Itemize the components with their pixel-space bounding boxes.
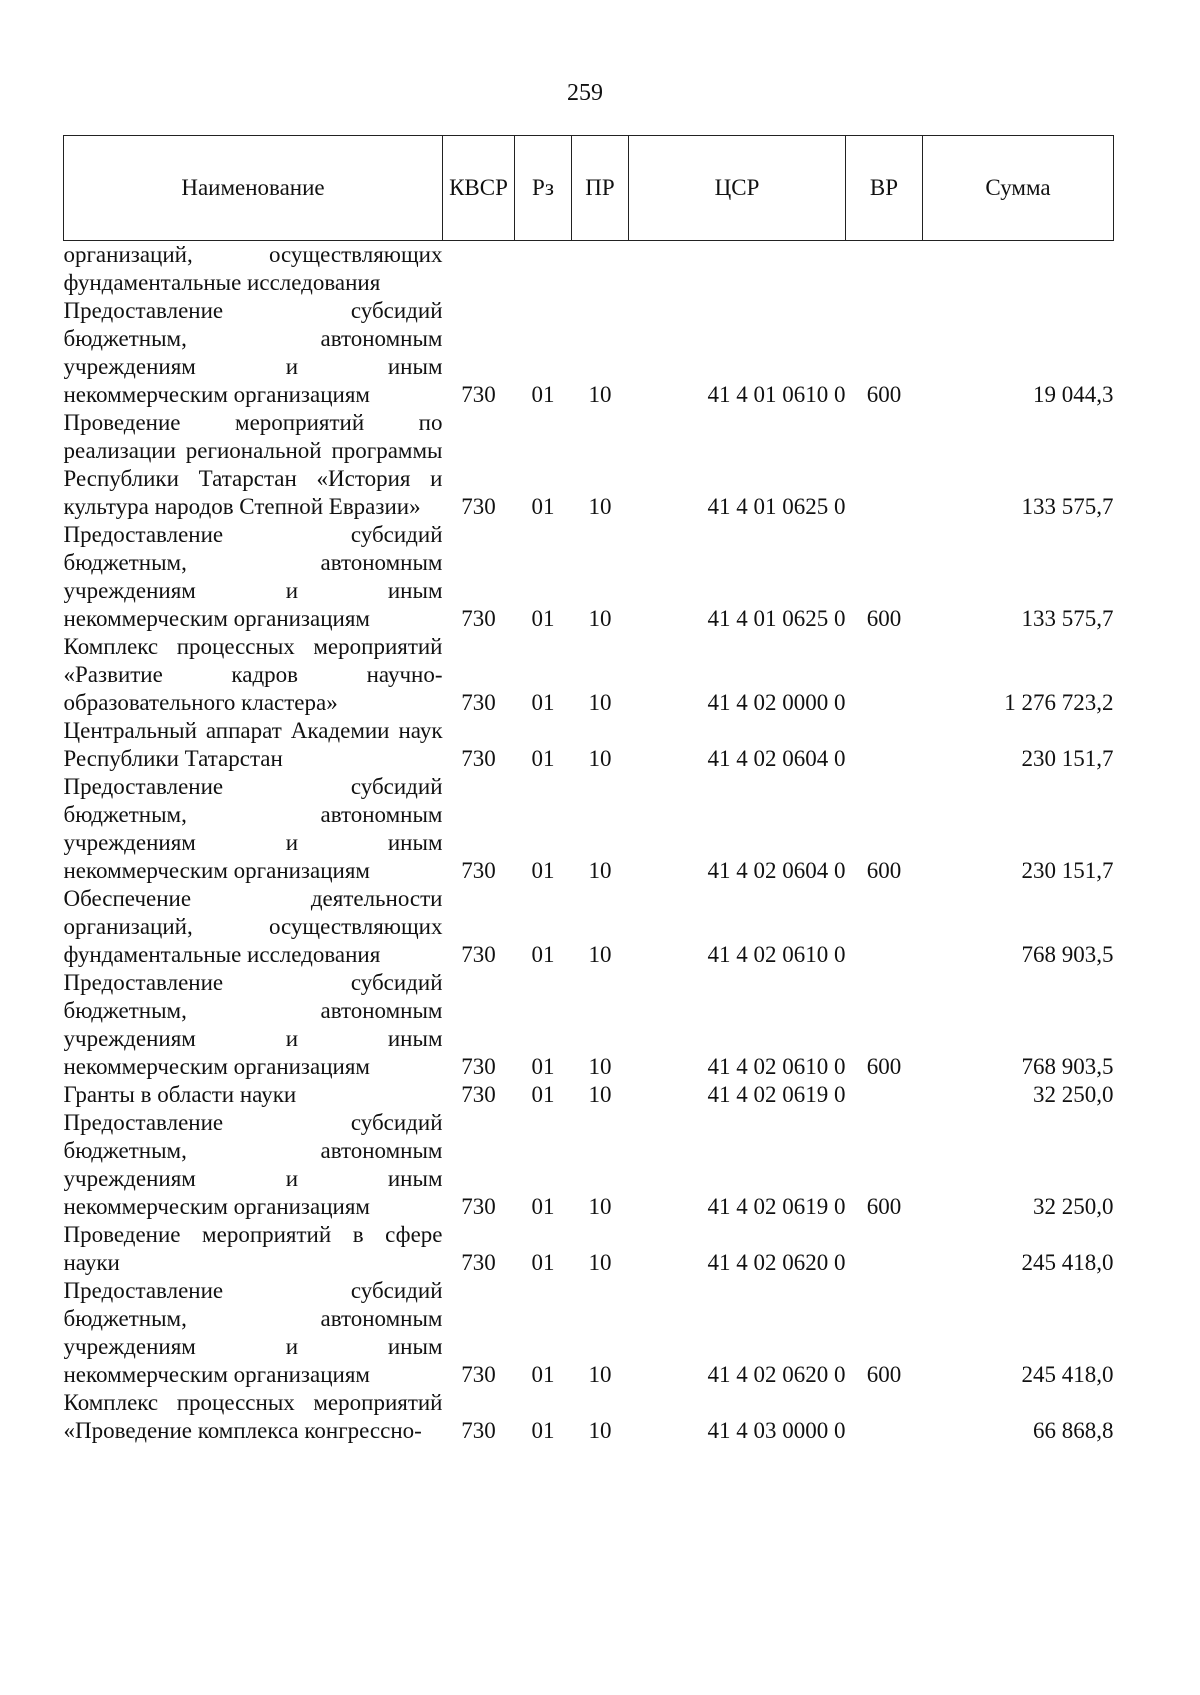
table-row <box>64 717 1114 773</box>
cell-vr: 600 <box>866 1054 902 1079</box>
cell-rz: 01 <box>531 1418 555 1443</box>
cell-name: Предоставление субсидий бюджетным, автономным учреждениям и иным некоммерческим организациям <box>63 1278 443 1387</box>
table-row <box>64 1389 1114 1445</box>
cell-pr: 10 <box>588 494 612 519</box>
cell-name: Предоставление субсидий бюджетным, автономным учреждениям и иным некоммерческим организациям <box>63 1110 443 1219</box>
cell-pr: 10 <box>588 1362 612 1387</box>
cell-csr: 41 4 02 0610 0 <box>707 1054 846 1079</box>
cell-kvsr: 730 <box>461 942 496 967</box>
cell-sum: 245 418,0 <box>1021 1362 1114 1387</box>
table-row <box>64 773 1114 885</box>
cell-kvsr: 730 <box>461 746 496 771</box>
cell-name: Проведение мероприятий по реализации региональной программы Республики Татарстан «История и культура народов Степной Евразии» <box>63 410 443 519</box>
table-row <box>64 1081 1114 1109</box>
cell-sum: 245 418,0 <box>1021 1250 1114 1275</box>
table-row <box>64 1277 1114 1389</box>
cell-vr <box>846 885 923 969</box>
cell-name: Проведение мероприятий в сфере науки <box>63 1222 443 1275</box>
cell-vr: 600 <box>866 858 902 883</box>
cell-name: Обеспечение деятельности организаций, осуществляющих фундаментальные исследования <box>63 886 443 967</box>
cell-sum: 19 044,3 <box>1033 382 1114 407</box>
cell-vr <box>846 633 923 717</box>
cell-vr <box>846 1081 923 1109</box>
table-row <box>64 1109 1114 1221</box>
cell-kvsr: 730 <box>461 382 496 407</box>
cell-sum: 230 151,7 <box>1021 858 1114 883</box>
cell-kvsr: 730 <box>461 1054 496 1079</box>
table-row <box>64 633 1114 717</box>
cell-csr: 41 4 03 0000 0 <box>707 1418 846 1443</box>
cell-pr: 10 <box>588 690 612 715</box>
cell-vr: 600 <box>866 606 902 631</box>
cell-csr: 41 4 02 0604 0 <box>707 858 846 883</box>
cell-rz <box>515 241 572 298</box>
page-number: 259 <box>567 80 603 106</box>
header-pr: ПР <box>572 136 629 241</box>
cell-csr: 41 4 02 0620 0 <box>707 1362 846 1387</box>
header-csr: ЦСР <box>629 136 846 241</box>
cell-kvsr: 730 <box>461 606 496 631</box>
header-rz: Рз <box>515 136 572 241</box>
cell-kvsr: 730 <box>461 1194 496 1219</box>
cell-sum: 1 276 723,2 <box>1004 690 1114 715</box>
cell-name: организаций, осуществляющих фундаментальные исследования <box>63 242 443 295</box>
cell-rz: 01 <box>531 382 555 407</box>
table-row <box>64 521 1114 633</box>
cell-rz: 01 <box>531 1362 555 1387</box>
cell-csr: 41 4 02 0000 0 <box>707 690 846 715</box>
cell-sum <box>923 241 1114 298</box>
cell-name: Комплекс процессных мероприятий «Развитие кадров научно-образовательного кластера» <box>63 634 443 715</box>
cell-name: Центральный аппарат Академии наук Республики Татарстан <box>63 718 443 771</box>
cell-name: Предоставление субсидий бюджетным, автономным учреждениям и иным некоммерческим организациям <box>63 970 443 1079</box>
cell-rz: 01 <box>531 942 555 967</box>
cell-sum: 133 575,7 <box>1021 606 1114 631</box>
cell-csr: 41 4 02 0604 0 <box>707 746 846 771</box>
cell-name: Комплекс процессных мероприятий «Проведение комплекса конгрессно- <box>63 1390 443 1443</box>
cell-pr: 10 <box>588 1418 612 1443</box>
cell-name: Предоставление субсидий бюджетным, автономным учреждениям и иным некоммерческим организациям <box>63 774 443 883</box>
cell-name: Предоставление субсидий бюджетным, автономным учреждениям и иным некоммерческим организациям <box>63 522 443 631</box>
cell-sum: 768 903,5 <box>1021 942 1114 967</box>
cell-csr: 41 4 02 0610 0 <box>707 942 846 967</box>
cell-rz: 01 <box>531 606 555 631</box>
cell-sum: 32 250,0 <box>1033 1194 1114 1219</box>
cell-rz: 01 <box>531 1082 555 1107</box>
cell-kvsr: 730 <box>461 1418 496 1443</box>
cell-kvsr: 730 <box>461 1082 496 1107</box>
cell-rz: 01 <box>531 746 555 771</box>
cell-csr <box>629 241 846 298</box>
cell-pr: 10 <box>588 1054 612 1079</box>
cell-csr: 41 4 01 0625 0 <box>707 494 846 519</box>
cell-pr: 10 <box>588 606 612 631</box>
table-header-row <box>64 136 1114 241</box>
cell-kvsr: 730 <box>461 1250 496 1275</box>
cell-rz: 01 <box>531 1054 555 1079</box>
cell-csr: 41 4 01 0610 0 <box>707 382 846 407</box>
cell-vr <box>846 1389 923 1445</box>
cell-kvsr: 730 <box>461 858 496 883</box>
cell-sum: 768 903,5 <box>1021 1054 1114 1079</box>
cell-rz: 01 <box>531 1194 555 1219</box>
cell-vr <box>846 241 923 298</box>
budget-table <box>63 135 1114 1445</box>
cell-rz: 01 <box>531 1250 555 1275</box>
header-kvsr: КВСР <box>443 136 515 241</box>
cell-kvsr <box>443 241 515 298</box>
cell-csr: 41 4 01 0625 0 <box>707 606 846 631</box>
cell-csr: 41 4 02 0619 0 <box>707 1082 846 1107</box>
table-row <box>64 409 1114 521</box>
table-row <box>64 885 1114 969</box>
table-row <box>64 297 1114 409</box>
cell-kvsr: 730 <box>461 1362 496 1387</box>
cell-pr: 10 <box>588 382 612 407</box>
cell-csr: 41 4 02 0619 0 <box>707 1194 846 1219</box>
cell-pr: 10 <box>588 1082 612 1107</box>
cell-pr: 10 <box>588 746 612 771</box>
cell-vr: 600 <box>866 382 902 407</box>
cell-pr <box>572 241 629 298</box>
cell-name: Предоставление субсидий бюджетным, автономным учреждениям и иным некоммерческим организациям <box>63 298 443 407</box>
cell-vr <box>846 717 923 773</box>
cell-rz: 01 <box>531 858 555 883</box>
cell-name: Гранты в области науки <box>63 1082 297 1107</box>
cell-sum: 66 868,8 <box>1033 1418 1114 1443</box>
header-sum: Сумма <box>923 136 1114 241</box>
cell-rz: 01 <box>531 690 555 715</box>
cell-vr <box>846 409 923 521</box>
cell-pr: 10 <box>588 858 612 883</box>
cell-vr: 600 <box>866 1194 902 1219</box>
cell-pr: 10 <box>588 1250 612 1275</box>
cell-sum: 230 151,7 <box>1021 746 1114 771</box>
cell-kvsr: 730 <box>461 494 496 519</box>
table-row <box>64 241 1114 298</box>
cell-sum: 133 575,7 <box>1021 494 1114 519</box>
cell-sum: 32 250,0 <box>1033 1082 1114 1107</box>
table-row <box>64 1221 1114 1277</box>
cell-pr: 10 <box>588 942 612 967</box>
cell-kvsr: 730 <box>461 690 496 715</box>
cell-vr <box>846 1221 923 1277</box>
header-vr: ВР <box>846 136 923 241</box>
cell-pr: 10 <box>588 1194 612 1219</box>
cell-vr: 600 <box>866 1362 902 1387</box>
table-row <box>64 969 1114 1081</box>
header-name: Наименование <box>64 136 443 241</box>
cell-rz: 01 <box>531 494 555 519</box>
cell-csr: 41 4 02 0620 0 <box>707 1250 846 1275</box>
